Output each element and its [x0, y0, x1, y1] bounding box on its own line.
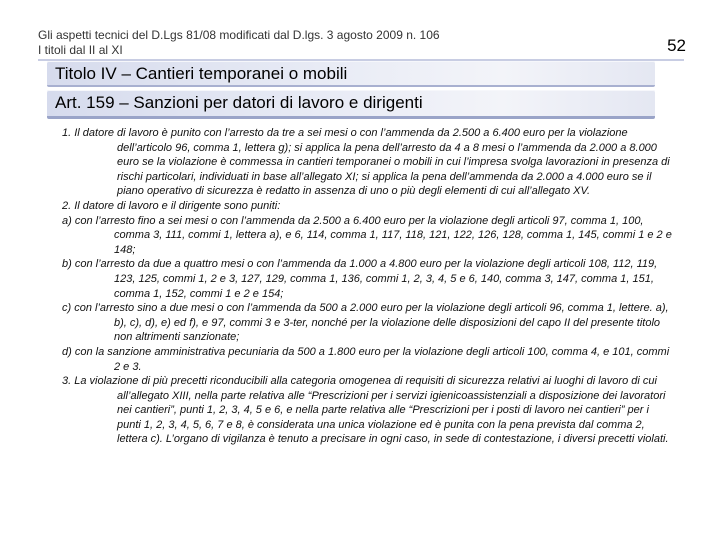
- article-body: [62, 126, 674, 447]
- paragraph-2: 2. Il datore di lavoro e il dirigente sono puniti:: [62, 199, 281, 212]
- paragraph-3: 3. La violazione di più precetti riconducibili alla categoria omogenea di requisiti di sicurezza relativi ai luoghi di lavoro di cui all’allegato XIII, nella parte relativa alle “Prescrizioni per i servizi igienicoassistenziali a disposizione dei lavoratori nei cantieri”, punti 1, 2, 3, 4, 5 e 6, e nella parte relativa alle “Prescrizioni per i posti di lavoro nei cantieri” per i punti 1, 2, 3, 4, 5, 6, 7 e 8, è considerata una unica violazione ed è punita con la pena prevista dal comma 2, lettera c). L’organo di vigilanza è tenuto a precisare in ogni caso, in sede di contestazione, i diversi precetti violati.: [62, 375, 669, 446]
- paragraph-2c: c) con l’arresto sino a due mesi o con l’ammenda da 500 a 2.000 euro per la violazione degli articoli 96, comma 1, lettere. a), b), c), d), e) ed f), e 97, commi 3 e 3-ter, nonché per la violazione delle disposizioni del capo II del presente titolo non altrimenti sanzionate;: [62, 302, 669, 344]
- page-number: 52: [667, 36, 686, 55]
- article-bar: [47, 90, 655, 119]
- header-subtitle: Gli aspetti tecnici del D.Lgs 81/08 modificati dal D.lgs. 3 agosto 2009 n. 106: [38, 28, 440, 42]
- article-bar-text: Art. 159 – Sanzioni per datori di lavoro e dirigenti: [55, 93, 423, 112]
- slide-header: [38, 28, 558, 58]
- title-bar-text: Titolo IV – Cantieri temporanei o mobili: [55, 64, 348, 83]
- title-bar: [47, 61, 655, 87]
- header-section: I titoli dal II al XI: [38, 43, 123, 57]
- paragraph-2a: a) con l’arresto fino a sei mesi o con l’ammenda da 2.500 a 6.400 euro per la violazione degli articoli 97, comma 1, 100, comma 3, 111, commi 1, lettera a), e 6, 114, comma 1, 117, 118, 121, 122, 126, 128, comma 1, 145, commi 1 e 2 e 148;: [62, 214, 672, 256]
- paragraph-2d: d) con la sanzione amministrativa pecuniaria da 500 a 1.800 euro per la violazione degli articoli 100, comma 4, e 101, commi 2 e 3.: [62, 345, 670, 373]
- paragraph-1: 1. Il datore di lavoro è punito con l’arresto da tre a sei mesi o con l’ammenda da 2.500 a 6.400 euro per la violazione dell’articolo 96, comma 1, lettera g); si applica la pena dell’arresto da 4 a 8 mesi o l’ammenda da 2.000 a 8.000 euro se la violazione è commessa in cantieri temporanei o mobili in cui l’impresa svolga lavorazioni in presenza di rischi particolari, individuati in base all’allegato XI; si applica la pena dell’ammenda da 2.000 a 4.000 euro se il piano operativo di sicurezza è redatto in assenza di uno o più degli elementi di cui all’allegato XV.: [62, 127, 670, 198]
- paragraph-2b: b) con l’arresto da due a quattro mesi o con l’ammenda da 1.000 a 4.800 euro per la violazione degli articoli 108, 112, 119, 123, 125, commi 1, 2 e 3, 127, 129, comma 1, 136, commi 1, 2, 3, 4, 5 e 6, 140, comma 3, 147, comma 1, 151, comma 1, 152, commi 1 e 2 e 154;: [62, 258, 658, 300]
